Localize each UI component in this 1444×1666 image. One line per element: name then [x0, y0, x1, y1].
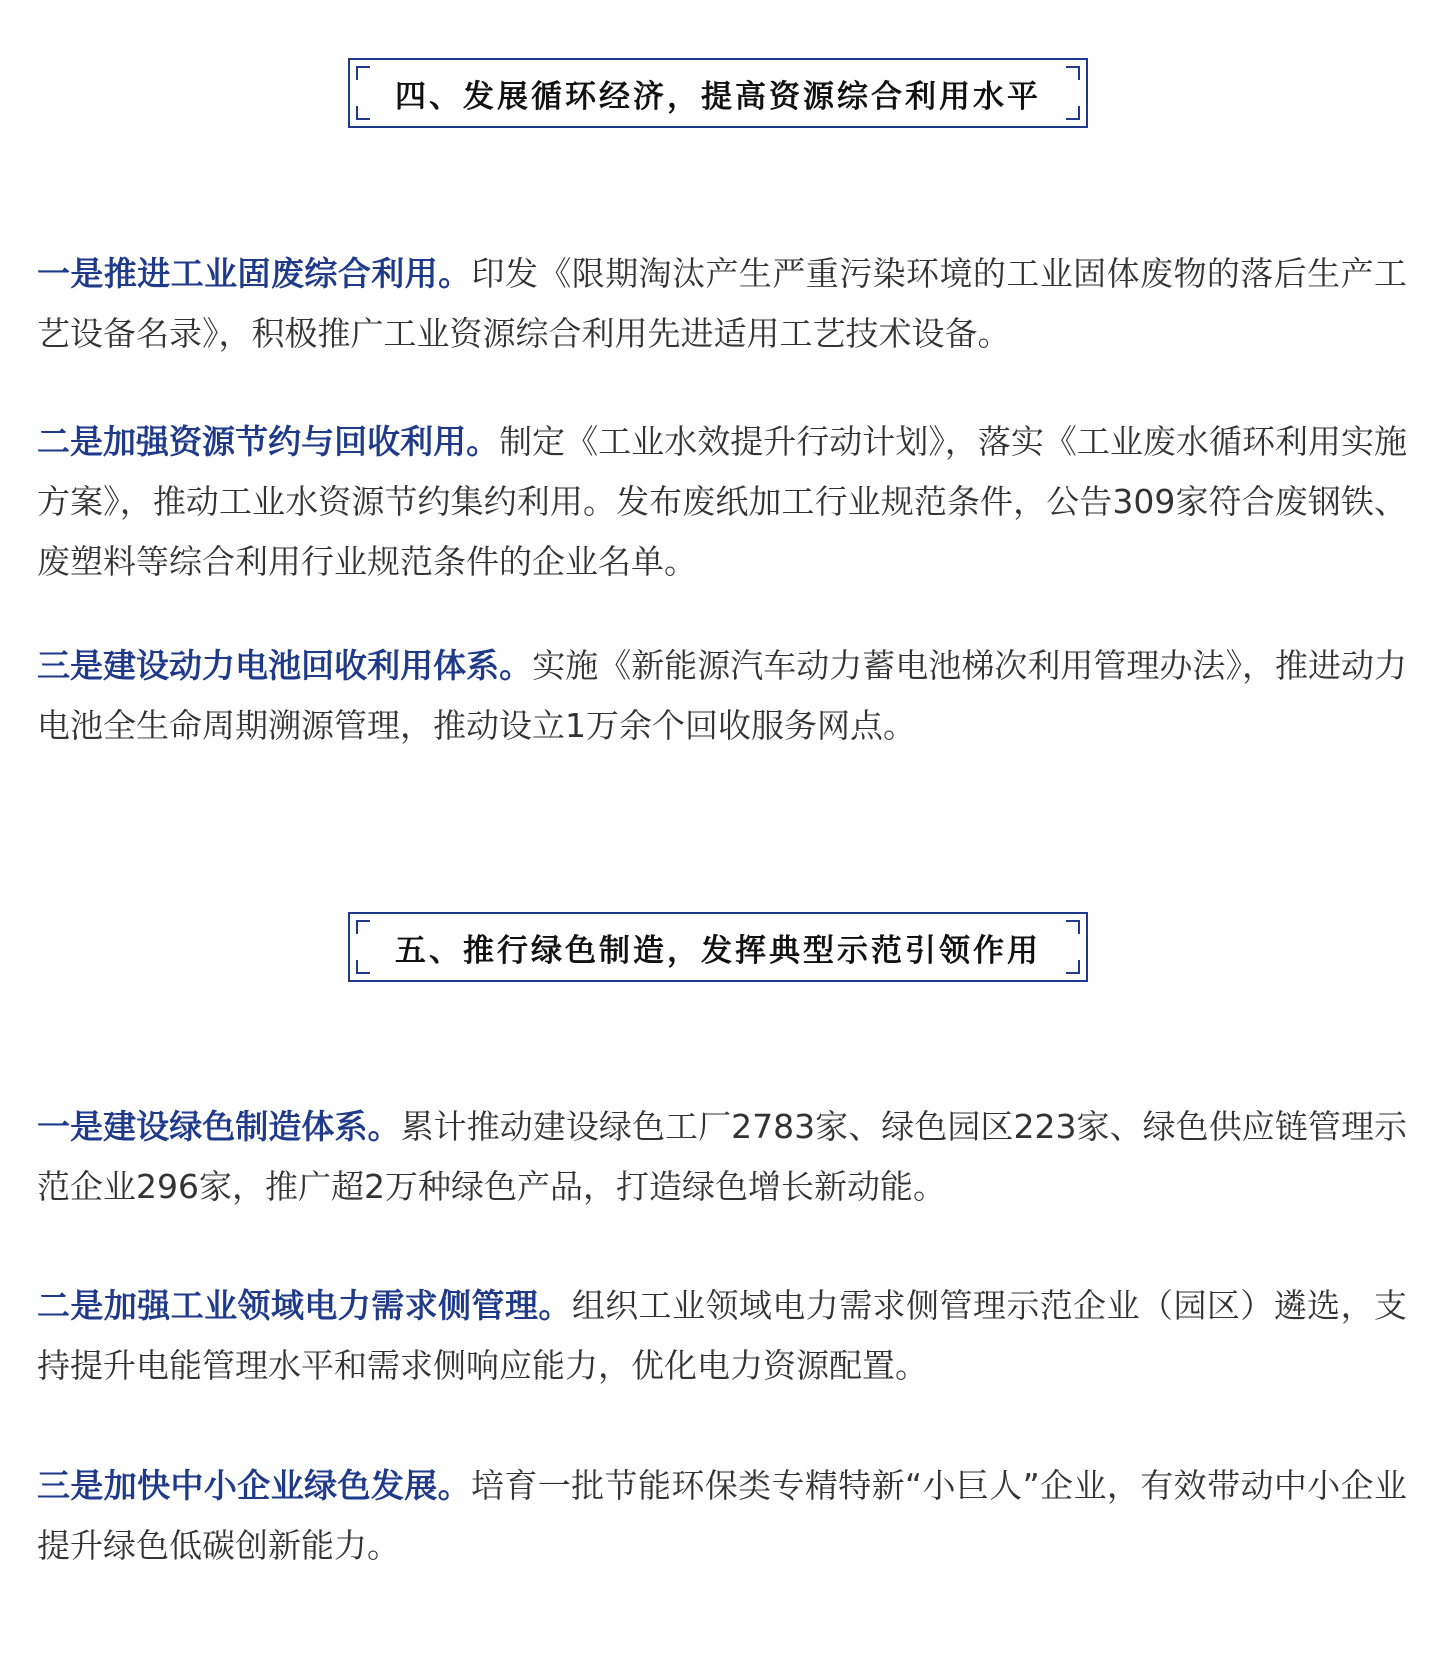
frame-corner-icon [356, 66, 370, 80]
section-title-box-5 [348, 912, 1088, 982]
frame-corner-icon [1066, 920, 1080, 934]
frame-corner-icon [1066, 106, 1080, 120]
paragraph-5-2 [37, 1276, 1407, 1396]
paragraph-body: 培育一批节能环保类专精特新“小巨人”企业，有效带动中小企业提升绿色低碳创新能力。 [37, 1466, 1407, 1565]
section-title: 五、推行绿色制造，发挥典型示范引领作用 [395, 932, 1041, 969]
frame-corner-icon [1066, 66, 1080, 80]
section-title-box-4 [348, 58, 1088, 128]
paragraph-lead: 三是加快中小企业绿色发展。 [37, 1466, 472, 1505]
paragraph-5-1 [37, 1097, 1407, 1217]
paragraph-lead: 三是建设动力电池回收利用体系。 [37, 646, 533, 685]
section-title: 四、发展循环经济，提高资源综合利用水平 [395, 78, 1041, 115]
paragraph-4-1 [37, 244, 1407, 364]
paragraph-body: 制定《工业水效提升行动计划》，落实《工业废水循环利用实施方案》，推动工业水资源节约集约利用。发布废纸加工行业规范条件，公告309家符合废钢铁、废塑料等综合利用行业规范条件的企业名单。 [37, 422, 1408, 581]
frame-corner-icon [1066, 960, 1080, 974]
paragraph-5-3 [37, 1456, 1407, 1576]
paragraph-body: 实施《新能源汽车动力蓄电池梯次利用管理办法》，推进动力电池全生命周期溯源管理，推动设立1万余个回收服务网点。 [37, 646, 1408, 745]
paragraph-4-3 [37, 636, 1407, 756]
frame-corner-icon [356, 960, 370, 974]
frame-corner-icon [356, 920, 370, 934]
paragraph-4-2 [37, 412, 1407, 592]
paragraph-lead: 一是建设绿色制造体系。 [37, 1107, 401, 1146]
frame-corner-icon [356, 106, 370, 120]
paragraph-body: 印发《限期淘汰产生严重污染环境的工业固体废物的落后生产工艺设备名录》，积极推广工业资源综合利用先进适用工艺技术设备。 [37, 254, 1408, 353]
paragraph-lead: 二是加强工业领域电力需求侧管理。 [37, 1286, 572, 1325]
paragraph-lead: 一是推进工业固废综合利用。 [37, 254, 472, 293]
paragraph-body: 组织工业领域电力需求侧管理示范企业（园区）遴选，支持提升电能管理水平和需求侧响应能力，优化电力资源配置。 [37, 1286, 1408, 1385]
paragraph-body: 累计推动建设绿色工厂2783家、绿色园区223家、绿色供应链管理示范企业296家，推广超2万种绿色产品，打造绿色增长新动能。 [37, 1107, 1407, 1206]
paragraph-lead: 二是加强资源节约与回收利用。 [37, 422, 500, 461]
